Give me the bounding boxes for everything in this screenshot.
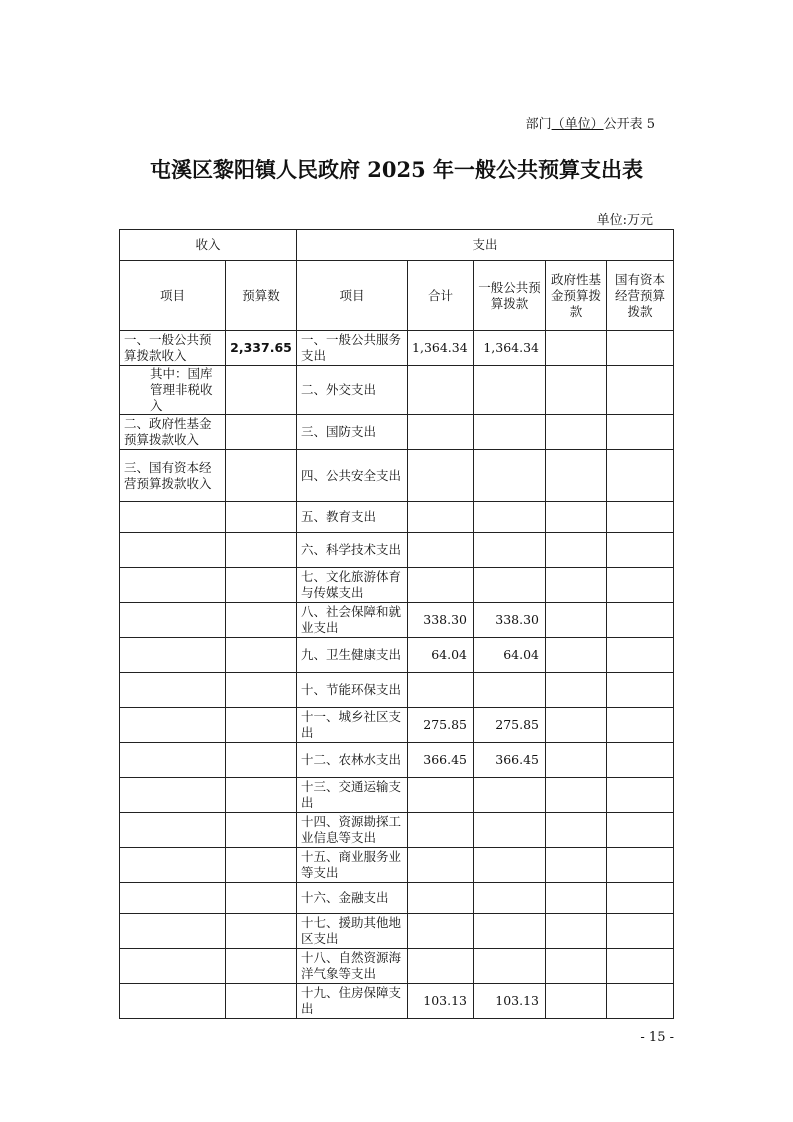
expense-item-cell: 六、科学技术支出 (297, 533, 408, 568)
table-row (120, 743, 674, 778)
income-item-cell (120, 914, 226, 949)
gov-fund-cell (546, 415, 607, 450)
gov-fund-cell (546, 331, 607, 366)
gov-fund-cell (546, 883, 607, 914)
general-budget-cell: 366.45 (474, 743, 546, 778)
total-cell: 64.04 (408, 638, 474, 673)
gov-fund-cell (546, 708, 607, 743)
expense-item-cell: 十九、住房保障支出 (297, 984, 408, 1019)
income-amount-cell (226, 638, 297, 673)
income-item-cell (120, 502, 226, 533)
state-capital-cell (607, 848, 674, 883)
gov-fund-cell (546, 984, 607, 1019)
state-capital-cell (607, 914, 674, 949)
income-item-cell (120, 673, 226, 708)
expense-item-cell: 三、国防支出 (297, 415, 408, 450)
state-capital-cell (607, 450, 674, 502)
state-capital-cell (607, 568, 674, 603)
table-row (120, 883, 674, 914)
income-amount-cell (226, 984, 297, 1019)
total-cell: 103.13 (408, 984, 474, 1019)
general-budget-cell (474, 848, 546, 883)
total-cell: 1,364.34 (408, 331, 474, 366)
total-cell (408, 533, 474, 568)
gov-fund-cell (546, 914, 607, 949)
expense-item-cell: 九、卫生健康支出 (297, 638, 408, 673)
table-row (120, 568, 674, 603)
income-amount-cell (226, 883, 297, 914)
income-item-cell (120, 813, 226, 848)
state-capital-cell (607, 708, 674, 743)
total-cell (408, 883, 474, 914)
expense-item-cell: 一、一般公共服务支出 (297, 331, 408, 366)
document-title: 屯溪区黎阳镇人民政府 2025 年一般公共预算支出表 (149, 157, 644, 182)
form-identifier (526, 113, 655, 132)
state-capital-cell (607, 778, 674, 813)
state-capital-cell (607, 638, 674, 673)
form-id-underlined: （单位） (551, 117, 604, 132)
income-item-cell (120, 778, 226, 813)
income-item-cell: 一、一般公共预算拨款收入 (120, 331, 226, 366)
total-cell: 366.45 (408, 743, 474, 778)
state-capital-cell (607, 949, 674, 984)
state-capital-cell (607, 502, 674, 533)
table-row (120, 673, 674, 708)
table-row (120, 331, 674, 366)
table-row (120, 778, 674, 813)
form-id-prefix: 部门 (525, 117, 552, 132)
gov-fund-cell (546, 638, 607, 673)
expense-header: 支出 (297, 230, 674, 261)
general-budget-cell (474, 673, 546, 708)
gov-fund-cell (546, 603, 607, 638)
expense-item-cell: 五、教育支出 (297, 502, 408, 533)
unit-label: 单位:万元 (596, 213, 653, 228)
general-budget-cell (474, 568, 546, 603)
state-capital-cell (607, 603, 674, 638)
expense-item-cell: 十八、自然资源海洋气象等支出 (297, 949, 408, 984)
total-cell (408, 673, 474, 708)
total-cell (408, 813, 474, 848)
table-row (120, 603, 674, 638)
general-budget-cell (474, 450, 546, 502)
general-budget-header: 一般公共预算拨款 (474, 261, 546, 331)
income-amount-cell (226, 533, 297, 568)
general-budget-cell (474, 883, 546, 914)
header-row-columns (120, 261, 674, 331)
income-item-cell (120, 533, 226, 568)
gov-fund-cell (546, 450, 607, 502)
total-cell (408, 568, 474, 603)
income-amount-cell (226, 366, 297, 415)
income-item-cell (120, 568, 226, 603)
expense-item-cell: 十七、援助其他地区支出 (297, 914, 408, 949)
state-capital-cell (607, 743, 674, 778)
income-item-cell: 二、政府性基金预算拨款收入 (120, 415, 226, 450)
state-capital-cell (607, 415, 674, 450)
total-cell (408, 949, 474, 984)
header-row-group (120, 230, 674, 261)
state-capital-cell (607, 813, 674, 848)
income-item-header: 项目 (120, 261, 226, 331)
table-row (120, 366, 674, 415)
general-budget-cell: 64.04 (474, 638, 546, 673)
income-amount-cell (226, 778, 297, 813)
income-item-cell (120, 638, 226, 673)
state-capital-cell (607, 883, 674, 914)
expense-item-cell: 二、外交支出 (297, 366, 408, 415)
income-item-cell (120, 949, 226, 984)
general-budget-cell (474, 813, 546, 848)
total-cell (408, 848, 474, 883)
expense-item-cell: 十三、交通运输支出 (297, 778, 408, 813)
income-item-cell: 其中：国库管理非税收入 (120, 366, 226, 415)
gov-fund-cell (546, 533, 607, 568)
table-row (120, 450, 674, 502)
general-budget-cell (474, 533, 546, 568)
table-row (120, 533, 674, 568)
general-budget-cell (474, 502, 546, 533)
total-cell (408, 366, 474, 415)
state-capital-cell (607, 673, 674, 708)
expense-item-cell: 十、节能环保支出 (297, 673, 408, 708)
table-row (120, 638, 674, 673)
gov-fund-cell (546, 743, 607, 778)
state-capital-header: 国有资本经营预算拨款 (607, 261, 674, 331)
table-row (120, 813, 674, 848)
income-item-cell (120, 743, 226, 778)
income-item-cell (120, 848, 226, 883)
form-id-suffix: 公开表 5 (603, 117, 655, 132)
expense-item-cell: 七、文化旅游体育与传媒支出 (297, 568, 408, 603)
gov-fund-cell (546, 813, 607, 848)
expense-item-cell: 十五、商业服务业等支出 (297, 848, 408, 883)
gov-fund-cell (546, 568, 607, 603)
expense-item-cell: 四、公共安全支出 (297, 450, 408, 502)
expense-item-cell: 十六、金融支出 (297, 883, 408, 914)
income-amount-cell (226, 673, 297, 708)
table-row (120, 502, 674, 533)
general-budget-cell: 103.13 (474, 984, 546, 1019)
income-item-cell (120, 984, 226, 1019)
total-cell (408, 778, 474, 813)
general-budget-cell (474, 366, 546, 415)
total-cell (408, 502, 474, 533)
income-amount-cell (226, 450, 297, 502)
general-budget-cell: 1,364.34 (474, 331, 546, 366)
total-cell: 338.30 (408, 603, 474, 638)
total-cell: 275.85 (408, 708, 474, 743)
income-item-cell (120, 883, 226, 914)
income-amount-cell (226, 914, 297, 949)
income-item-cell: 三、国有资本经营预算拨款收入 (120, 450, 226, 502)
expense-item-cell: 十一、城乡社区支出 (297, 708, 408, 743)
expense-item-cell: 十四、资源勘探工业信息等支出 (297, 813, 408, 848)
general-budget-cell (474, 415, 546, 450)
total-cell (408, 914, 474, 949)
income-amount-cell (226, 603, 297, 638)
gov-fund-cell (546, 366, 607, 415)
table-row (120, 415, 674, 450)
gov-fund-cell (546, 502, 607, 533)
income-budget-header: 预算数 (226, 261, 297, 331)
gov-fund-cell (546, 778, 607, 813)
state-capital-cell (607, 984, 674, 1019)
page-number: - 15 - (640, 1030, 674, 1045)
income-item-cell (120, 708, 226, 743)
gov-fund-cell (546, 848, 607, 883)
income-amount-cell (226, 949, 297, 984)
general-budget-cell (474, 949, 546, 984)
state-capital-cell (607, 331, 674, 366)
income-amount-cell (226, 813, 297, 848)
table-row (120, 949, 674, 984)
income-amount-cell (226, 568, 297, 603)
total-header: 合计 (408, 261, 474, 331)
income-amount-cell (226, 743, 297, 778)
general-budget-cell: 275.85 (474, 708, 546, 743)
gov-fund-cell (546, 949, 607, 984)
total-cell (408, 450, 474, 502)
table-row (120, 914, 674, 949)
table-row (120, 984, 674, 1019)
expense-item-cell: 八、社会保障和就业支出 (297, 603, 408, 638)
general-budget-cell (474, 914, 546, 949)
table-row (120, 708, 674, 743)
gov-fund-cell (546, 673, 607, 708)
state-capital-cell (607, 533, 674, 568)
budget-table (119, 229, 674, 1019)
income-amount-cell (226, 415, 297, 450)
total-cell (408, 415, 474, 450)
income-amount-cell (226, 708, 297, 743)
income-item-cell (120, 603, 226, 638)
state-capital-cell (607, 366, 674, 415)
income-amount-cell (226, 848, 297, 883)
expense-item-header: 项目 (297, 261, 408, 331)
income-header: 收入 (120, 230, 297, 261)
income-amount-cell (226, 502, 297, 533)
table-row (120, 848, 674, 883)
general-budget-cell (474, 778, 546, 813)
income-amount-cell: 2,337.65 (226, 331, 297, 366)
expense-item-cell: 十二、农林水支出 (297, 743, 408, 778)
general-budget-cell: 338.30 (474, 603, 546, 638)
gov-fund-header: 政府性基金预算拨款 (546, 261, 607, 331)
